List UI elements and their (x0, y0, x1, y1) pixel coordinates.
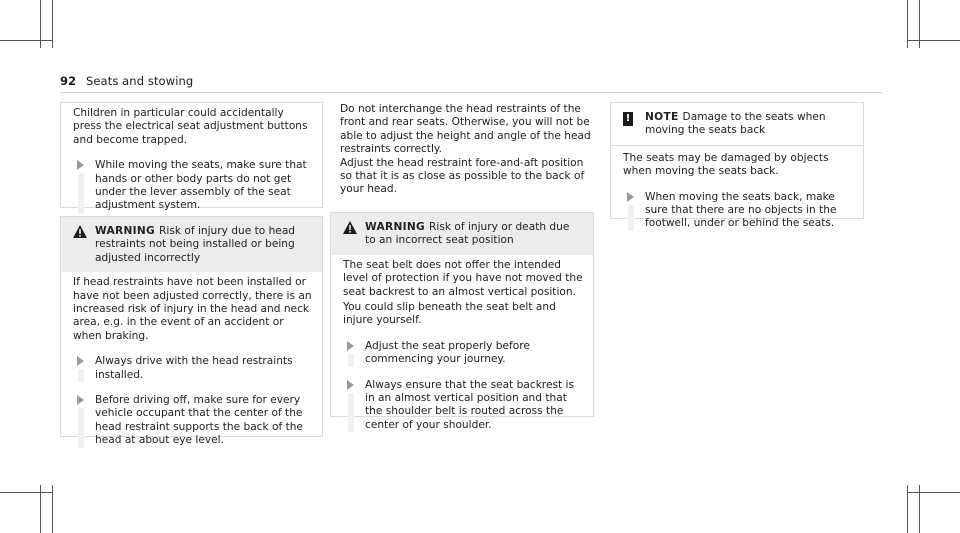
note-header (611, 103, 863, 146)
warning-label: WARNING (95, 225, 156, 237)
info-text: Children in particular could accidentally press the electrical seat adjustment buttons and become trapped. (73, 107, 308, 146)
arrow-icon (347, 380, 354, 390)
arrow-icon (347, 341, 354, 351)
list-item-text: Adjust the seat properly before commencing your journey. (365, 339, 530, 366)
list-item-text: Before driving off, make sure for every vehicle occupant that the center of the head restraint supports the back of the head at about eye level. (95, 394, 303, 447)
body-text: Do not interchange the head restraints of the front and rear seats. Otherwise, you will not be able to adjust the height and angle of the head restraints correctly. (340, 103, 591, 156)
crop-mark (908, 40, 960, 41)
header-rule (60, 92, 882, 93)
warning-title: Risk of injury or death due to an incorrect seat position (365, 221, 570, 247)
list-item-text: Always ensure that the seat backrest is in an almost vertical position and that the shoulder belt is routed across the center of your shoulder. (365, 378, 574, 431)
warning-header (61, 217, 322, 272)
warning-triangle-icon (73, 225, 87, 238)
arrow-icon (77, 160, 84, 170)
arrow-icon (627, 192, 634, 202)
warning-box-head-restraints (60, 216, 323, 447)
note-text: The seats may be damaged by objects when moving the seats back. (623, 151, 829, 178)
warning-box-seat-position (330, 212, 594, 431)
list-item (73, 159, 312, 213)
note-title: Damage to the seats when moving the seats back (645, 111, 826, 137)
arrow-icon (77, 356, 84, 366)
arrow-icon (77, 395, 84, 405)
page-header (60, 74, 193, 88)
list-item-text: Always drive with the head restraints installed. (95, 355, 293, 381)
list-item (73, 394, 312, 448)
crop-mark (0, 492, 52, 493)
section-title: Seats and stowing (85, 74, 194, 88)
crop-mark (52, 0, 53, 48)
note-label: NOTE (645, 111, 679, 123)
list-item (343, 379, 583, 433)
list-item (343, 340, 583, 367)
page-number: 92 (60, 74, 77, 88)
list-item (623, 191, 853, 231)
warning-header (331, 213, 593, 255)
warning-text: If head restraints have not been installed or have not been adjusted correctly, there is an increased risk of injury in the head and neck area, e.g. in the event of an accident or when braking. (73, 276, 312, 342)
list-item (73, 355, 312, 382)
warning-text: You could slip beneath the seat belt and injure yourself. (343, 301, 556, 327)
exclamation-icon: ! (623, 112, 633, 126)
crop-mark (0, 40, 52, 41)
body-text: Adjust the head restraint fore-and-aft position so that it is as close as possible to the back of your head. (340, 156, 585, 196)
text-column-2 (340, 103, 596, 197)
crop-mark (908, 492, 960, 493)
warning-text: The seat belt does not offer the intended level of protection if you have not moved the seat backrest to an almost vertical position. (343, 258, 583, 298)
warning-label: WARNING (365, 221, 426, 233)
crop-mark (52, 485, 53, 533)
list-item-text: When moving the seats back, make sure that there are no objects in the footwell, under or behind the seats. (645, 190, 837, 230)
list-item-text: While moving the seats, make sure that hands or other body parts do not get under the lever assembly of the seat adjustment system. (95, 159, 307, 212)
warning-triangle-icon (343, 221, 357, 234)
info-box-children (60, 102, 323, 212)
note-box-seat-damage (610, 102, 864, 230)
warning-title: Risk of injury due to head restraints not being installed or being adjusted incorrectly (95, 225, 296, 264)
